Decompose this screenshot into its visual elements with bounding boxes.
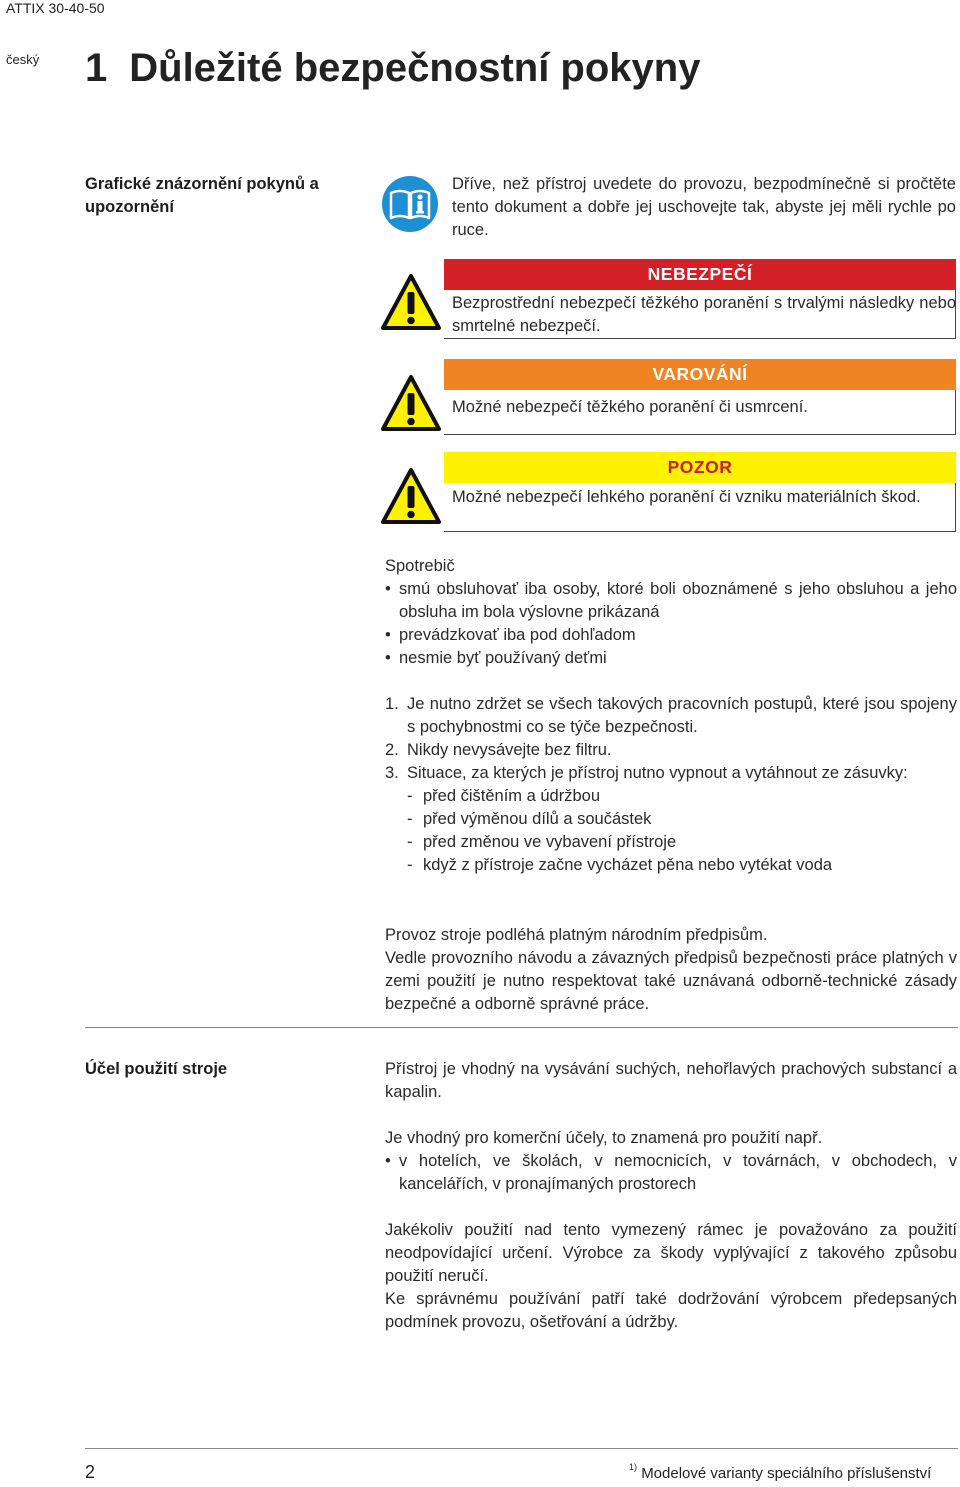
warning-banner: VAROVÁNÍ — [444, 359, 956, 390]
chapter-title: Důležité bezpečnostní pokyny — [129, 46, 701, 90]
danger-banner: NEBEZPEČÍ — [444, 259, 956, 290]
page-title — [85, 46, 700, 91]
intended-use-block — [385, 1058, 957, 1334]
section-label-graphic-notes: Grafické znázornění pokynů a upozornění — [85, 175, 319, 216]
item-number: 2. — [385, 741, 399, 759]
item-text: Nikdy nevysávejte bez filtru. — [407, 741, 612, 759]
caution-banner: POZOR — [444, 452, 956, 483]
running-header: ATTIX 30-40-50 — [6, 0, 105, 16]
intended-use-text-3: Jakékoliv použití nad tento vymezený rámec je považováno za použití neodpovídající určení. Výrobce za škody vyplývající z takového způsobu použití neručí. — [385, 1221, 957, 1285]
danger-text: Bezprostřední nebezpečí těžkého poranění s trvalými následky nebo smrtelné nebezpečí. — [452, 294, 956, 335]
list-item: • v hotelích, ve školách, v nemocnicích, v továrnách, v obchodech, v kancelářích, v pronajímaných prostorech — [385, 1150, 957, 1196]
language-label: český — [6, 52, 40, 67]
regulations-text-1: Provoz stroje podléhá platným národním předpisům. — [385, 926, 768, 944]
item-text: Situace, za kterých je přístroj nutno vypnout a vytáhnout ze zásuvky: — [407, 764, 908, 782]
intended-use-text-2: Je vhodný pro komerční účely, to znamená pro použití např. — [385, 1129, 823, 1147]
list-item: - před změnou ve vybavení přístroje — [405, 831, 957, 854]
list-item: • nesmie byť používaný deťmi — [385, 647, 957, 670]
list-item: • smú obsluhovať iba osoby, ktoré boli oboznámené s jeho obsluhou a jeho obsluha im bola výslovne prikázaná — [385, 578, 957, 624]
footnote-mark: 1) — [629, 1462, 638, 1472]
intended-use-text-4: Ke správnému používání patří také dodržování výrobcem předepsaných podmínek provozu, ošetřování a údržby. — [385, 1290, 957, 1331]
item-number: 1. — [385, 695, 399, 713]
list-item: - když z přístroje začne vycházet pěna nebo vytékat voda — [405, 854, 957, 877]
item-text: Je nutno zdržet se všech takových pracovních postupů, které jsou spojeny s pochybnostmi co se týče bezpečnosti. — [407, 695, 957, 736]
regulations-block — [385, 924, 957, 1016]
list-item: - před čištěním a údržbou — [405, 785, 957, 808]
section-label-intended-use: Účel použití stroje — [85, 1060, 228, 1078]
numbered-instructions — [385, 693, 957, 877]
section-divider — [85, 1027, 958, 1028]
appliance-bullet-list — [385, 578, 957, 670]
footer-divider — [85, 1448, 958, 1449]
list-item: - před výměnou dílů a součástek — [405, 808, 957, 831]
appliance-block — [385, 555, 957, 670]
list-item: • prevádzkovať iba pod dohľadom — [385, 624, 957, 647]
page-number: 2 — [85, 1462, 96, 1482]
footnote-text: Modelové varianty speciálního příslušenství — [641, 1465, 932, 1482]
regulations-text-2: Vedle provozního návodu a závazných předpisů bezpečnosti práce platných v zemi použití je nutno respektovat také uznávaná odborně-technické zásady bezpečné a odborně správné práce. — [385, 949, 957, 1013]
list-item — [385, 693, 957, 739]
intro-text: Dříve, než přístroj uvedete do provozu, bezpodmínečně si pročtěte tento dokument a dobře jej uschovejte tak, abyste jej měli rychle po ruce. — [452, 175, 956, 239]
caution-text: Možné nebezpečí lehkého poranění či vzniku materiálních škod. — [452, 488, 921, 506]
warning-triangle-icon — [380, 373, 442, 435]
list-item — [385, 762, 957, 785]
appliance-heading: Spotrebič — [385, 557, 455, 575]
danger-warning-triangle-icon — [380, 272, 442, 334]
footnote — [629, 1462, 932, 1482]
read-manual-icon — [382, 176, 438, 232]
caution-triangle-icon — [380, 466, 442, 528]
item-number: 3. — [385, 764, 399, 782]
list-item — [385, 739, 957, 762]
warning-text: Možné nebezpečí těžkého poranění či usmrcení. — [452, 398, 808, 416]
dash-list — [385, 785, 957, 877]
use-locations-list — [385, 1150, 957, 1196]
chapter-number: 1 — [85, 46, 108, 90]
intended-use-text-1: Přístroj je vhodný na vysávání suchých, nehořlavých prachových substancí a kapalin. — [385, 1060, 957, 1101]
